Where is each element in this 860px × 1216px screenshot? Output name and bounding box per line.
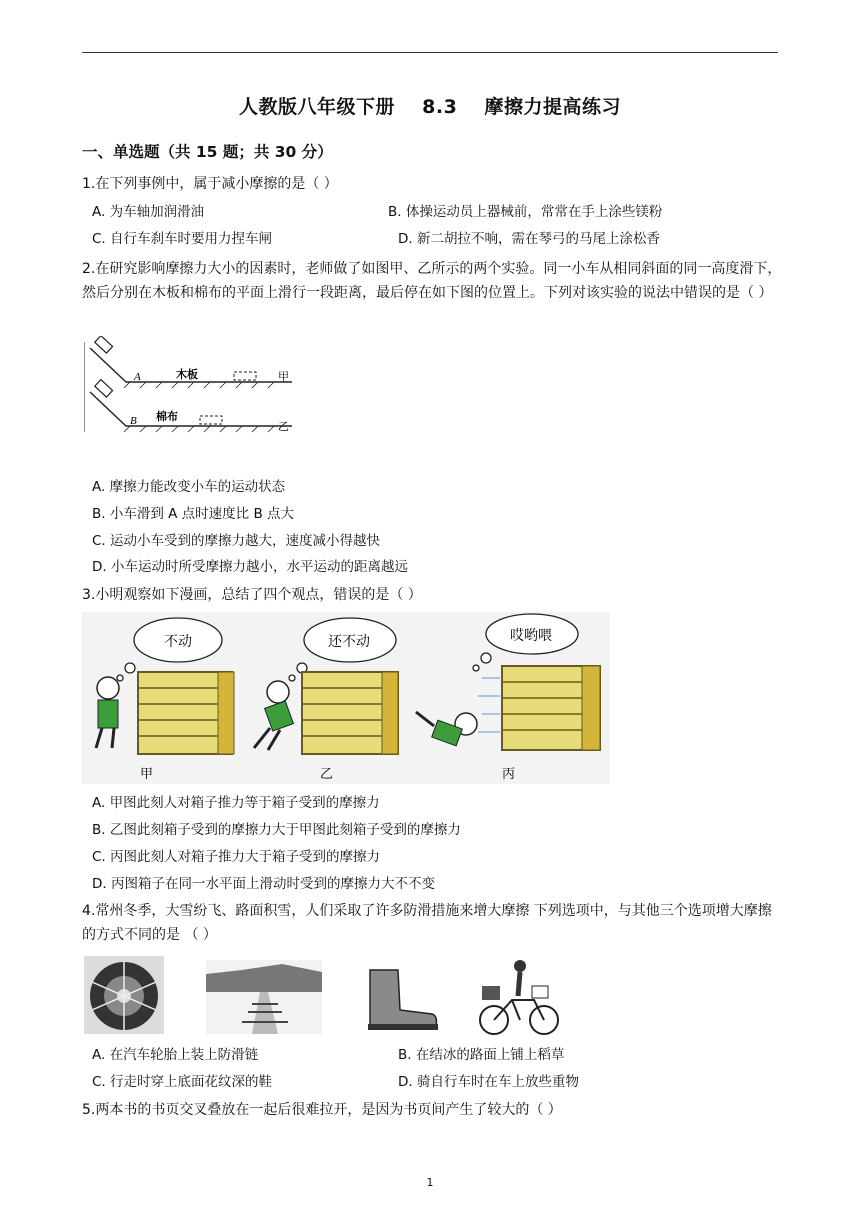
- question-2-stem: 2.在研究影响摩擦力大小的因素时，老师做了如图甲、乙所示的两个实验。同一小车从相同斜面的同一高度滑下，然后分别在木板和棉布的平面上滑行一段距离，最后停在如下图的位置上。下列对该实验的说法中错误的是（ ）: [82, 261, 782, 301]
- figure-tag-yi: 乙: [278, 420, 289, 433]
- q1-option-a[interactable]: A. 为车轴加润滑油: [92, 204, 205, 220]
- panel-tag-yi: 乙: [320, 767, 334, 782]
- page-title: [0, 92, 860, 119]
- q3-option-c[interactable]: C. 丙图此刻人对箱子推力大于箱子受到的摩擦力: [92, 849, 381, 865]
- section-heading: 一、单选题（共 15 题；共 30 分）: [82, 143, 333, 161]
- q4-option-c[interactable]: C. 行走时穿上底面花纹深的鞋: [92, 1074, 273, 1090]
- page-number: 1: [426, 1176, 434, 1189]
- label-b: B: [130, 415, 137, 427]
- q2-option-c[interactable]: C. 运动小车受到的摩擦力越大，速度减小得越快: [92, 533, 381, 549]
- bubble-text-2: 还不动: [328, 634, 370, 650]
- figure-tag-jia: 甲: [278, 370, 289, 383]
- label-a: A: [134, 371, 141, 383]
- title-main: 人教版八年级下册: [239, 96, 396, 118]
- q1-option-c[interactable]: C. 自行车刹车时要用力捏车闸: [92, 231, 273, 247]
- title-topic: 摩擦力提高练习: [484, 96, 621, 118]
- cartoon-pushing-box-figure: [82, 612, 610, 784]
- question-5-stem: 5.两本书的书页交叉叠放在一起后很难拉开，是因为书页间产生了较大的（ ）: [82, 1102, 562, 1118]
- q3-option-a[interactable]: A. 甲图此刻人对箱子推力等于箱子受到的摩擦力: [92, 795, 380, 811]
- surface-cloth-label: 棉布: [156, 410, 178, 423]
- header-rule: [82, 52, 778, 53]
- q2-option-b[interactable]: B. 小车滑到 A 点时速度比 B 点大: [92, 506, 295, 522]
- boot-icon: [368, 970, 438, 1030]
- q2-option-d[interactable]: D. 小车运动时所受摩擦力越小，水平运动的距离越远: [92, 559, 408, 575]
- panel-tag-bing: 丙: [502, 767, 516, 782]
- panel-tag-jia: 甲: [140, 767, 154, 782]
- snow-chain-tire-icon: [84, 956, 164, 1034]
- question-1-stem: 1.在下列事例中，属于减小摩擦的是（ ）: [82, 176, 338, 192]
- straw-road-icon: [206, 960, 322, 1034]
- bicycle-icon: [480, 960, 558, 1034]
- q4-option-b[interactable]: B. 在结冰的路面上铺上稻草: [398, 1047, 565, 1063]
- title-number: 8.3: [422, 96, 458, 118]
- q1-option-b[interactable]: B. 体操运动员上器械前，常常在手上涂些镁粉: [388, 204, 663, 220]
- surface-wood-label: 木板: [176, 368, 198, 381]
- bubble-text-1: 不动: [164, 634, 192, 650]
- anti-slip-measures-figure: [82, 952, 562, 1038]
- q3-option-d[interactable]: D. 丙图箱子在同一水平面上滑动时受到的摩擦力大不不变: [92, 876, 435, 892]
- incline-experiment-figure: [84, 336, 304, 440]
- bubble-text-3: 哎哟喂: [510, 628, 552, 644]
- q2-option-a[interactable]: A. 摩擦力能改变小车的运动状态: [92, 479, 286, 495]
- question-3-stem: 3.小明观察如下漫画，总结了四个观点，错误的是（ ）: [82, 587, 422, 603]
- question-4-stem: 4.常州冬季，大雪纷飞、路面积雪，人们采取了许多防滑措施来增大摩擦 下列选项中，与其他三个选项增大摩擦的方式不同的是 （ ）: [82, 903, 772, 943]
- q4-option-d[interactable]: D. 骑自行车时在车上放些重物: [398, 1074, 579, 1090]
- q3-option-b[interactable]: B. 乙图此刻箱子受到的摩擦力大于甲图此刻箱子受到的摩擦力: [92, 822, 461, 838]
- q4-option-a[interactable]: A. 在汽车轮胎上装上防滑链: [92, 1047, 259, 1063]
- q1-option-d[interactable]: D. 新二胡拉不响，需在琴弓的马尾上涂松香: [398, 231, 660, 247]
